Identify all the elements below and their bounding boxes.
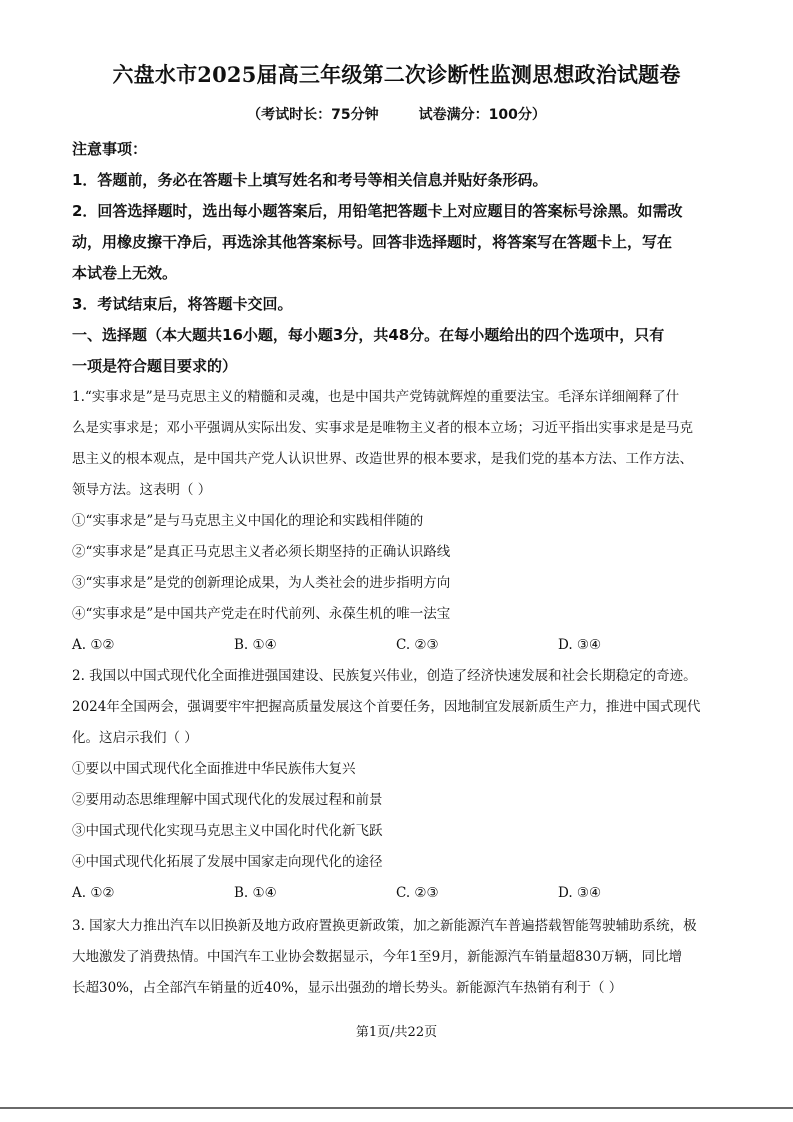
notice-item: 动，用橡皮擦干净后，再选涂其他答案标号。回答非选择题时，将答案写在答题卡上，写在	[72, 233, 673, 251]
option-b: B. ①④	[234, 637, 277, 653]
question-1	[72, 382, 724, 661]
statement: ④“实事求是”是中国共产党走在时代前列、永葆生机的唯一法宝	[72, 606, 451, 622]
notice-item: 1．答题前，务必在答题卡上填写姓名和考号等相关信息并贴好条形码。	[72, 171, 548, 189]
question-stem-line: 2024年全国两会，强调要牢牢把握高质量发展这个首要任务，因地制宜发展新质生产力，推进中国式现代	[72, 699, 701, 715]
question-stem-line: 长超30%，占全部汽车销量的近40%，显示出强劲的增长势头。新能源汽车热销有利于（ ）	[72, 980, 623, 996]
exam-info	[0, 105, 793, 125]
option-d: D. ③④	[558, 637, 602, 653]
statement: ①“实事求是”是与马克思主义中国化的理论和实践相伴随的	[72, 513, 424, 529]
exam-duration: （考试时长：75分钟	[247, 107, 379, 123]
page-number: 第1页/共22页	[355, 1025, 438, 1040]
question-stem-line: 3. 国家大力推出汽车以旧换新及地方政府置换更新政策，加之新能源汽车普遍搭载智能驾驶辅助系统，极	[72, 918, 697, 934]
statement: ②要用动态思维理解中国式现代化的发展过程和前景	[72, 792, 383, 808]
section-heading-line1: 一、选择题（本大题共16小题，每小题3分，共48分。在每小题给出的四个选项中，只有	[72, 326, 665, 344]
option-c: C. ②③	[396, 885, 439, 901]
exam-full-score: 试卷满分：100分）	[418, 107, 546, 123]
question-stem-line: 么是实事求是；邓小平强调从实际出发、实事求是是唯物主义者的根本立场；习近平指出实事求是是马克	[72, 420, 693, 436]
section-heading-line2: 一项是符合题目要求的）	[72, 357, 238, 375]
option-a: A. ①②	[72, 885, 115, 901]
answer-options	[72, 878, 724, 909]
statement: ①要以中国式现代化全面推进中华民族伟大复兴	[72, 761, 356, 777]
question-stem-line: 大地激发了消费热情。中国汽车工业协会数据显示，今年1至9月，新能源汽车销量超830万辆，同比增	[72, 949, 682, 965]
statement: ④中国式现代化拓展了发展中国家走向现代化的途径	[72, 854, 383, 870]
bottom-divider	[0, 1107, 793, 1109]
question-stem-line: 领导方法。这表明（ ）	[72, 482, 212, 498]
question-stem-line: 2. 我国以中国式现代化全面推进强国建设、民族复兴伟业，创造了经济快速发展和社会长期稳定的奇迹。	[72, 668, 697, 684]
page-title: 六盘水市2025届高三年级第二次诊断性监测思想政治试题卷	[112, 62, 681, 87]
question-stem-line: 化。这启示我们（ ）	[72, 730, 198, 746]
notice-item: 2．回答选择题时，选出每小题答案后，用铅笔把答题卡上对应题目的答案标号涂黑。如需改	[72, 202, 683, 220]
notice-item: 本试卷上无效。	[72, 264, 178, 282]
option-b: B. ①④	[234, 885, 277, 901]
statement: ③“实事求是”是党的创新理论成果，为人类社会的进步指明方向	[72, 575, 451, 591]
notice-item: 3．考试结束后，将答题卡交回。	[72, 295, 293, 313]
option-c: C. ②③	[396, 637, 439, 653]
question-stem-line: 1.“实事求是”是马克思主义的精髓和灵魂，也是中国共产党铸就辉煌的重要法宝。毛泽东详细阐释了什	[72, 389, 680, 405]
question-3	[72, 911, 724, 1004]
option-a: A. ①②	[72, 637, 115, 653]
question-stem-line: 思主义的根本观点，是中国共产党人认识世界、改造世界的根本要求，是我们党的基本方法、工作方法、	[72, 451, 693, 467]
statement: ②“实事求是”是真正马克思主义者必须长期坚持的正确认识路线	[72, 544, 451, 560]
notice-heading: 注意事项：	[72, 140, 148, 158]
answer-options	[72, 630, 724, 661]
question-2	[72, 661, 724, 909]
option-d: D. ③④	[558, 885, 602, 901]
statement: ③中国式现代化实现马克思主义中国化时代化新飞跃	[72, 823, 383, 839]
notice-section	[72, 134, 724, 382]
